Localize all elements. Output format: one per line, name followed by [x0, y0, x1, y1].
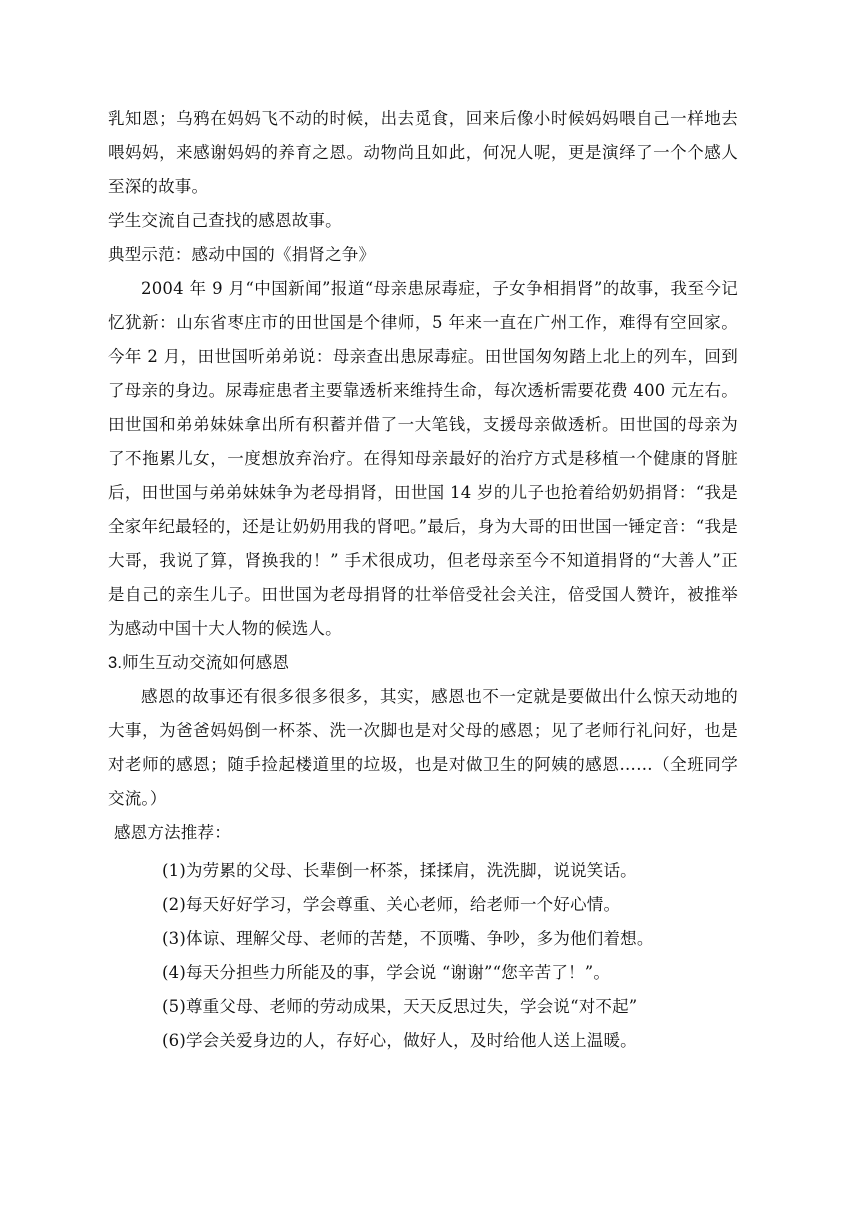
section-3-title: 3.师生互动交流如何感恩: [108, 654, 290, 672]
method-item-6: (6)学会关爱身边的人，存好心，做好人，及时给他人送上温暖。: [162, 1031, 637, 1050]
methods-heading: 感恩方法推荐：: [114, 823, 231, 842]
method-item-4: (4)每天分担些力所能及的事，学会说 “谢谢”“您辛苦了！”。: [162, 963, 611, 982]
method-item-3: (3)体谅、理解父母、老师的苦楚，不顶嘴、争吵，多为他们着想。: [162, 929, 654, 948]
paragraph-example-title: 典型示范：感动中国的《捐肾之争》: [108, 245, 376, 264]
method-item-5: (5)尊重父母、老师的劳动成果，天天反思过失，学会说“对不起”: [162, 997, 638, 1016]
paragraph-crow-gratitude: 乳知恩；乌鸦在妈妈飞不动的时候，出去觅食，回来后像小时候妈妈喂自己一样地去喂妈妈，来感谢妈妈的养育之恩。动物尚且如此，何况人呢，更是演绎了一个个感人至深的故事。: [108, 109, 738, 196]
methods-list: [108, 854, 738, 1058]
document-body: [108, 102, 738, 1058]
method-item-1: (1)为劳累的父母、长辈倒一杯茶，揉揉肩，洗洗脚，说说笑话。: [162, 861, 637, 880]
method-item-2: (2)每天好好学习，学会尊重、关心老师，给老师一个好心情。: [162, 895, 621, 914]
paragraph-how-to-be-grateful: 感恩的故事还有很多很多很多，其实，感恩也不一定就是要做出什么惊天动地的大事，为爸爸妈妈倒一杯茶、洗一次脚也是对父母的感恩；见了老师行礼问好，也是对老师的感恩；随手捡起楼道里的垃圾，也是对做卫生的阿姨的感恩……（全班同学交流。）: [108, 687, 738, 808]
paragraph-student-exchange: 学生交流自己查找的感恩故事。: [108, 211, 342, 230]
paragraph-kidney-story: 2004 年 9 月“中国新闻”报道“母亲患尿毒症，子女争相捐肾”的故事，我至今记忆犹新：山东省枣庄市的田世国是个律师，5 年来一直在广州工作，难得有空回家。今年 2 月，田世国听弟弟说：母亲查出患尿毒症。田世国匆匆踏上北上的列车，回到了母亲的身边。尿毒症患者主要靠透析来维持生命，每次透析需要花费 400 元左右。田世国和弟弟妹妹拿出所有积蓄并借了一大笔钱，支援母亲做透析。田世国的母亲为了不拖累儿女，一度想放弃治疗。在得知母亲最好的治疗方式是移植一个健康的肾脏后，田世国与弟弟妹妹争为老母捐肾，田世国 14 岁的儿子也抢着给奶奶捐肾：“我是全家年纪最轻的，还是让奶奶用我的肾吧。”最后，身为大哥的田世国一锤定音：“我是大哥，我说了算，肾换我的！” 手术很成功，但老母亲至今不知道捐肾的“大善人”正是自己的亲生儿子。田世国为老母捐肾的壮举倍受社会关注，倍受国人赞许，被推举为感动中国十大人物的候选人。: [108, 279, 738, 638]
